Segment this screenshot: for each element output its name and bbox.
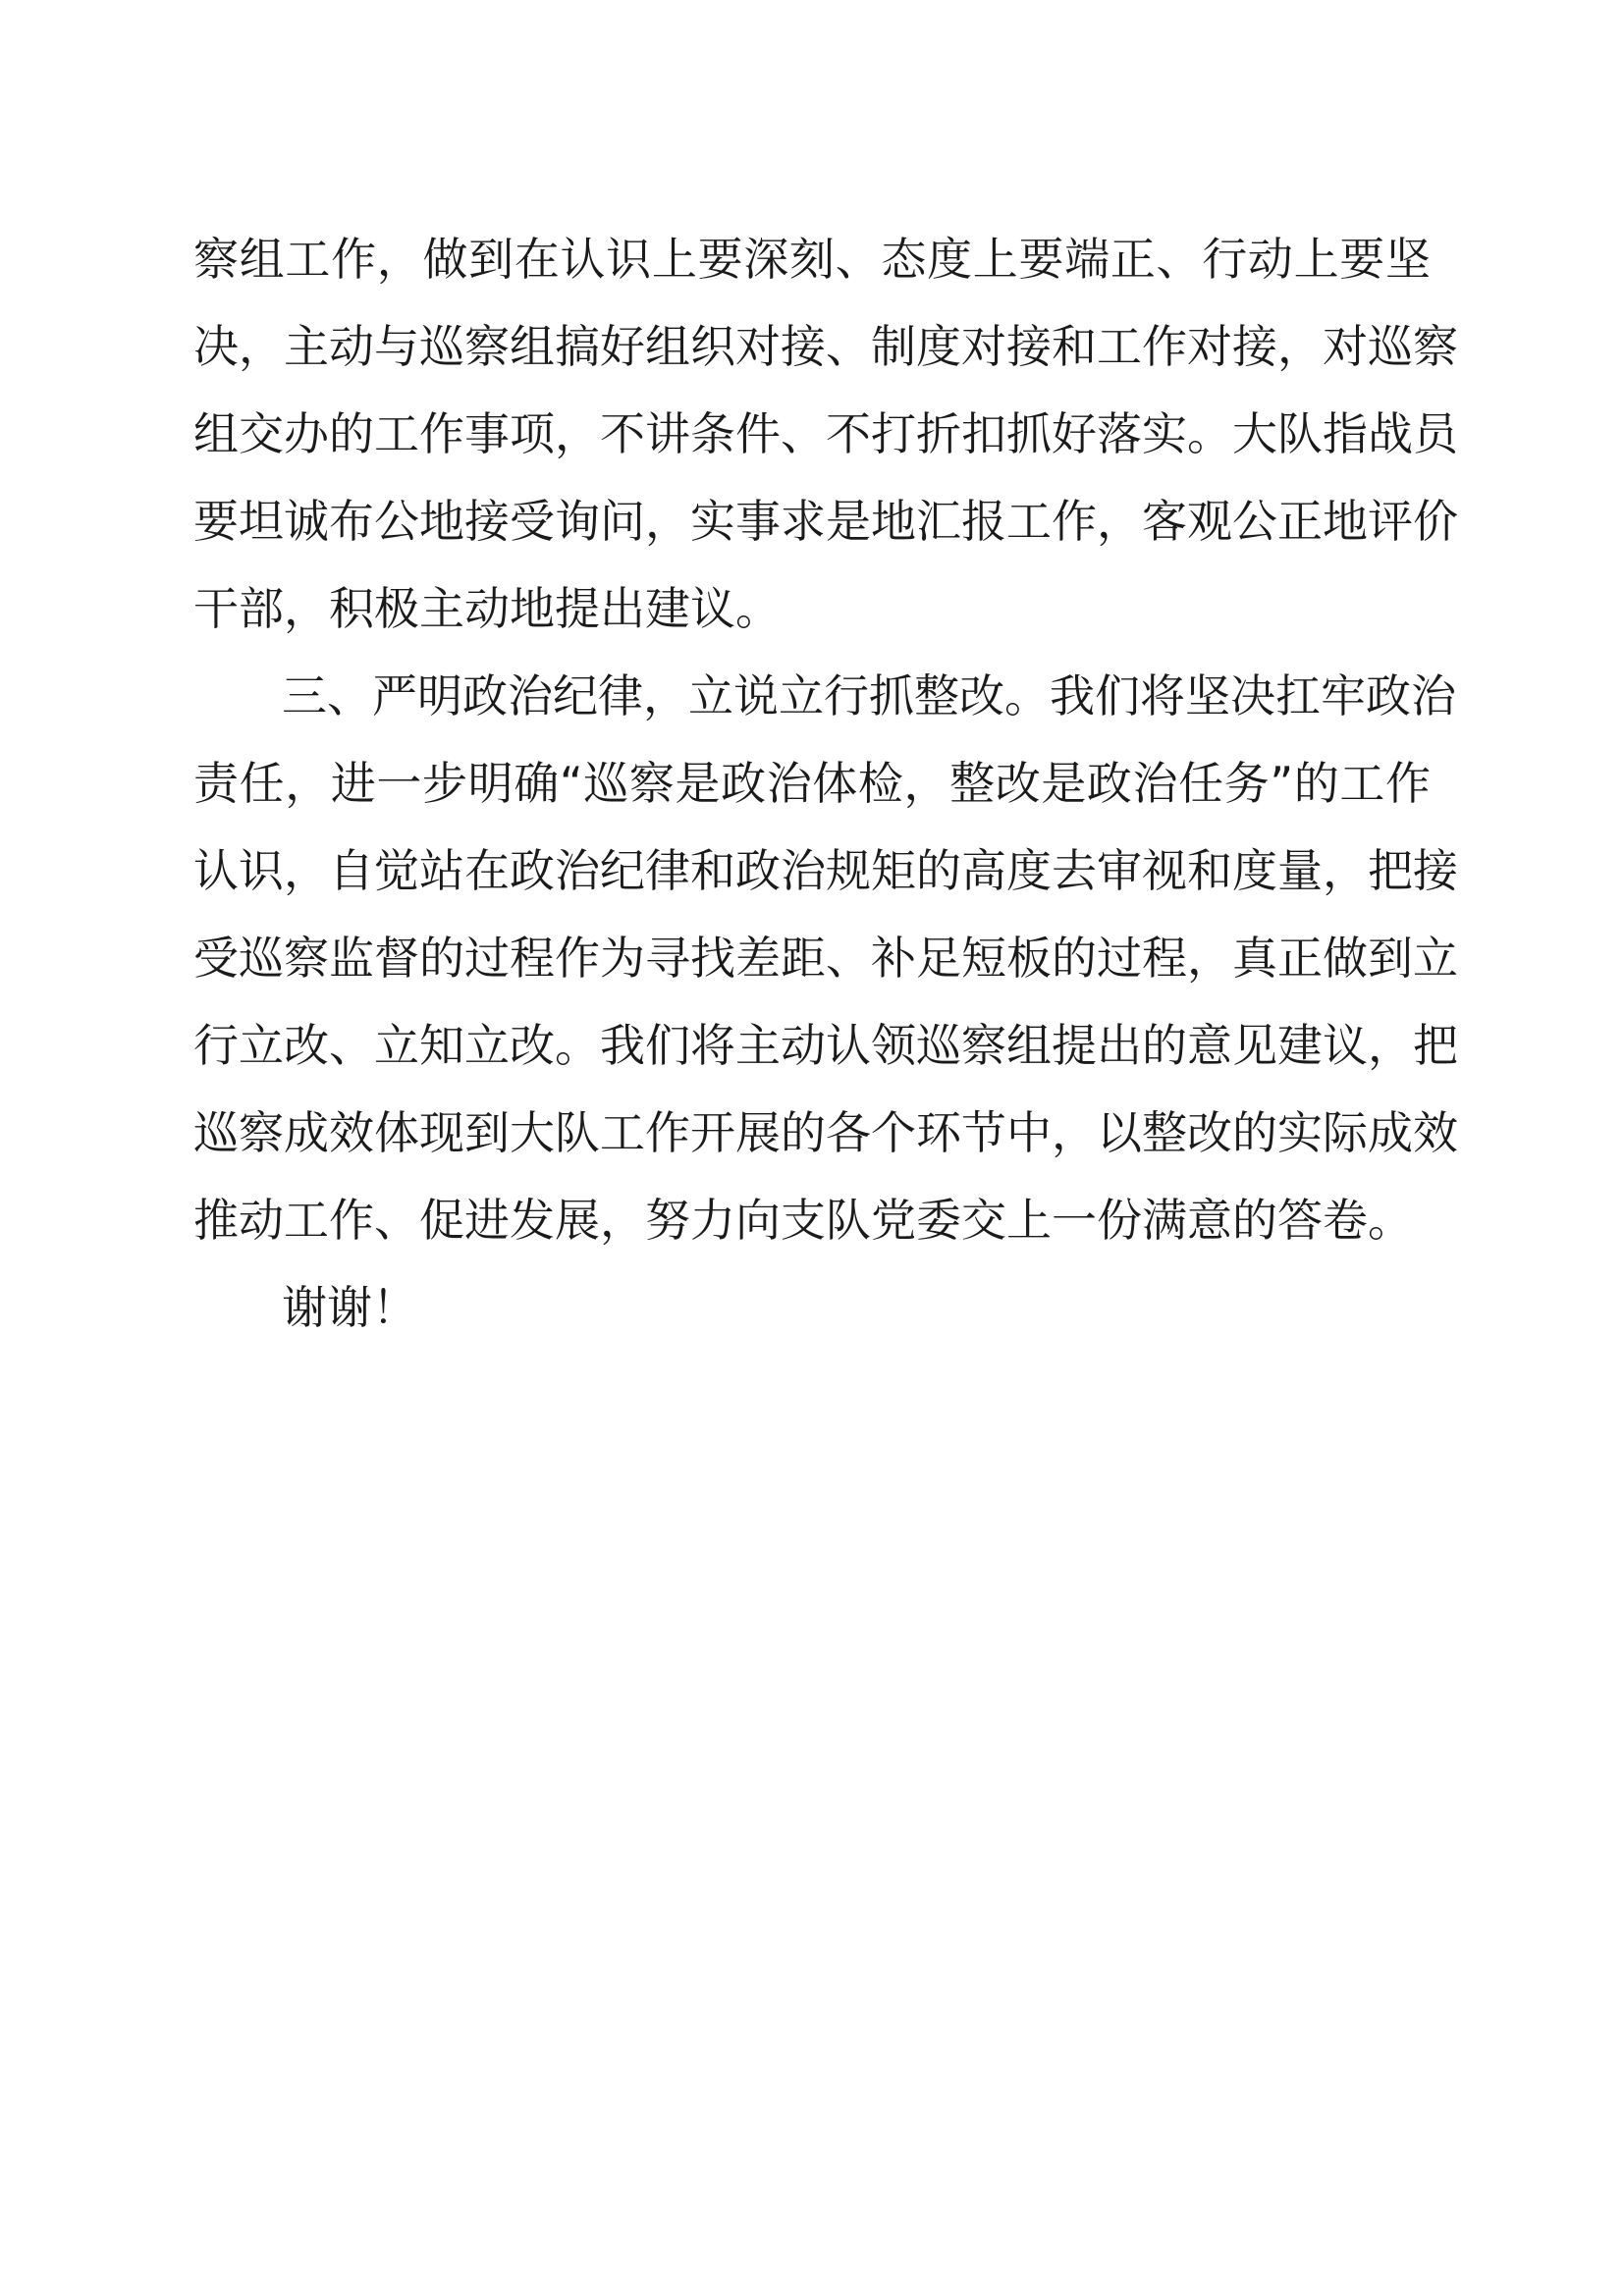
text-line: 推动工作、促进发展，努力向支队党委交上一份满意的答卷。: [193, 1194, 1413, 1247]
text-line: 认识，自觉站在政治纪律和政治规矩的高度去审视和度量，把接: [193, 844, 1458, 897]
document-body: [193, 216, 1458, 1352]
text-line: 干部，积极主动地提出建议。: [193, 582, 781, 635]
text-line: 决，主动与巡察组搞好组织对接、制度对接和工作对接，对巡察: [193, 320, 1458, 373]
text-line: 三、严明政治纪律，立说立行抓整改。我们将坚决扛牢政治: [282, 669, 1456, 722]
text-line: 组交办的工作事项，不讲条件、不打折扣抓好落实。大队指战员: [193, 407, 1458, 460]
text-line: 责任，进一步明确“巡察是政治体检，整改是政治任务”的工作: [193, 757, 1431, 810]
text-line: 行立改、立知立改。我们将主动认领巡察组提出的意见建议，把: [193, 1019, 1458, 1072]
closing-paragraph: [193, 1264, 1431, 1352]
text-line: 巡察成效体现到大队工作开展的各个环节中，以整改的实际成效: [193, 1106, 1458, 1159]
paragraph-three: [193, 653, 1458, 1264]
text-line: 受巡察监督的过程作为寻找差距、补足短板的过程，真正做到立: [193, 932, 1458, 985]
closing-text: 谢谢！: [282, 1281, 417, 1334]
text-line: 要坦诚布公地接受询问，实事求是地汇报工作，客观公正地评价: [193, 495, 1458, 548]
paragraph-continuation: [193, 216, 1458, 653]
text-line: 察组工作，做到在认识上要深刻、态度上要端正、行动上要坚: [193, 233, 1431, 286]
